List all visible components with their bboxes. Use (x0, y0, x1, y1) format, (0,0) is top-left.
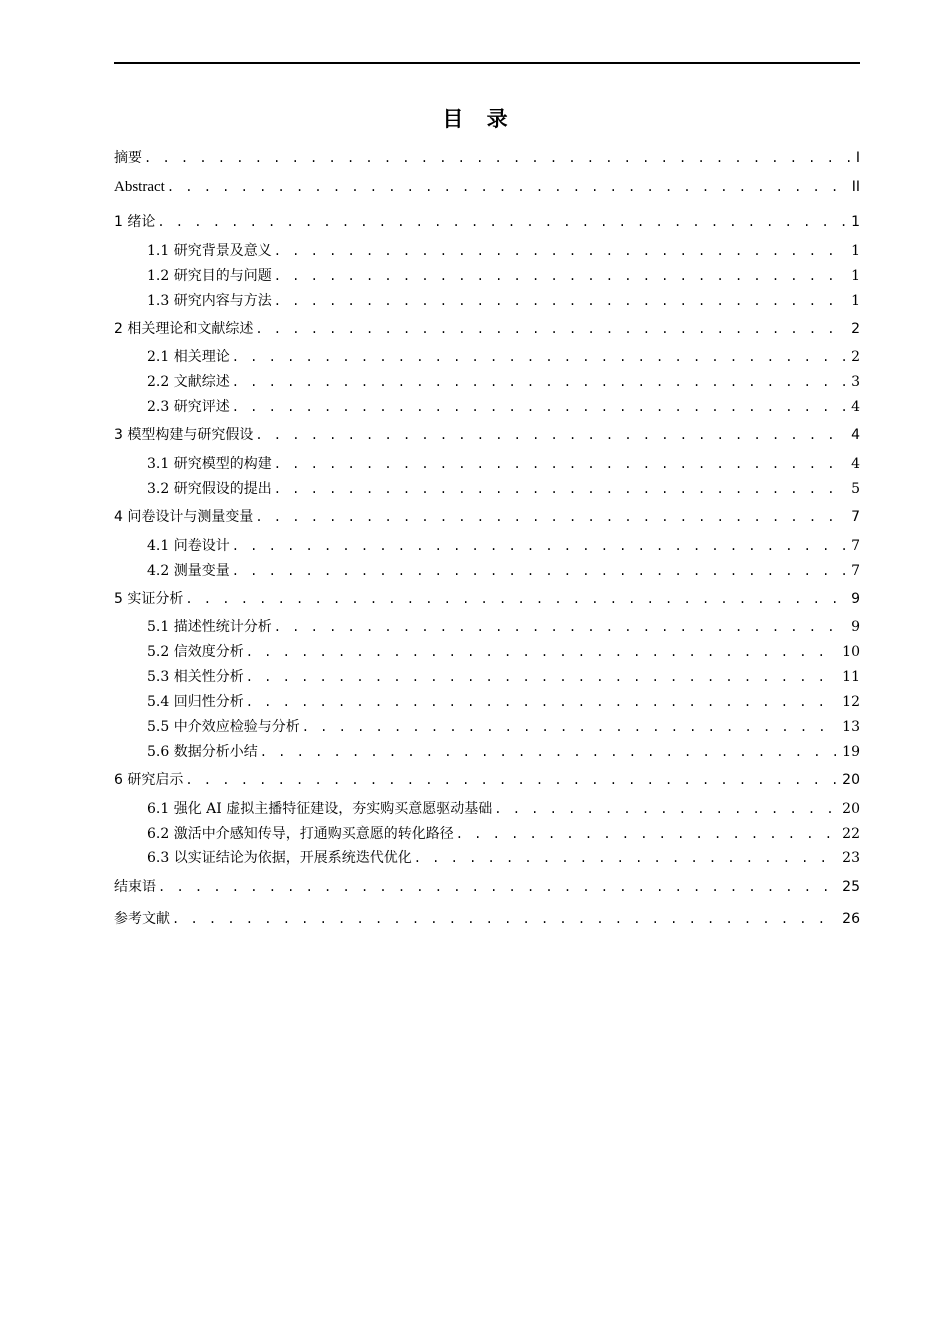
toc-entry-page: 9 (851, 591, 860, 607)
header-rule (114, 62, 860, 64)
toc-dot-leader (185, 592, 848, 606)
toc-dot-leader (260, 745, 839, 759)
toc-dot-leader (144, 151, 853, 165)
toc-dot-leader (246, 695, 839, 709)
toc-entry-label: 4 问卷设计与测量变量 (114, 509, 254, 525)
toc-entry-page: 23 (842, 850, 860, 866)
toc-entry-section-5-6[interactable] (147, 741, 860, 763)
toc-entry-label: 1.3 研究内容与方法 (147, 293, 272, 309)
toc-dot-leader (246, 645, 839, 659)
toc-entry-section-1-2[interactable] (147, 265, 860, 287)
toc-entry-label: 参考文献 (114, 911, 170, 927)
toc-entry-section-2-3[interactable] (147, 396, 860, 418)
toc-entry-page: 13 (842, 719, 860, 735)
toc-entry-page: 26 (842, 911, 860, 927)
toc-entry-label: 6 研究启示 (114, 772, 184, 788)
toc-entry-section-5-5[interactable] (147, 716, 860, 738)
toc-entry-chapter-4[interactable] (114, 506, 860, 528)
toc-entry-label: 4.2 测量变量 (147, 563, 230, 579)
toc-entry-label: 结束语 (114, 879, 156, 895)
toc-entry-chapter-6[interactable] (114, 769, 860, 791)
toc-dot-leader (274, 269, 848, 283)
toc-entry-section-5-2[interactable] (147, 641, 860, 663)
toc-dot-leader (232, 400, 848, 414)
toc-entry-section-4-2[interactable] (147, 560, 860, 582)
toc-dot-leader (274, 620, 848, 634)
toc-dot-leader (255, 510, 848, 524)
toc-dot-leader (172, 912, 839, 926)
toc-entry-label: 1.2 研究目的与问题 (147, 268, 272, 284)
toc-entry-page: 7 (851, 563, 860, 579)
toc-entry-label: 1 绪论 (114, 214, 156, 230)
toc-dot-leader (246, 670, 839, 684)
toc-entry-abstract-cn[interactable] (114, 147, 860, 169)
toc-entry-section-5-3[interactable] (147, 666, 860, 688)
toc-entry-label: 5.1 描述性统计分析 (147, 619, 272, 635)
toc-entry-page: 22 (842, 826, 860, 842)
toc-entry-page: 1 (851, 268, 860, 284)
toc-entry-chapter-1[interactable] (114, 211, 860, 233)
toc-dot-leader (494, 802, 839, 816)
toc-entry-page: 5 (851, 481, 860, 497)
toc-entry-section-6-1[interactable] (147, 798, 860, 820)
toc-entry-references[interactable] (114, 908, 860, 930)
toc-dot-leader (167, 180, 849, 194)
toc-entry-section-2-2[interactable] (147, 371, 860, 393)
toc-entry-abstract-en[interactable] (114, 179, 860, 201)
toc-dot-leader (157, 215, 848, 229)
toc-entry-page: 19 (842, 744, 860, 760)
toc-entry-page: 25 (842, 879, 860, 895)
toc-entry-label: 6.3 以实证结论为依据，开展系统迭代优化 (147, 850, 412, 866)
toc-dot-leader (274, 482, 848, 496)
toc-entry-label: 3.2 研究假设的提出 (147, 481, 272, 497)
toc-dot-leader (255, 428, 848, 442)
toc-dot-leader (274, 294, 848, 308)
toc-entry-page: 1 (851, 243, 860, 259)
toc-entry-page: I (855, 150, 860, 166)
toc-entry-label: 摘要 (114, 150, 142, 166)
toc-entry-section-5-4[interactable] (147, 691, 860, 713)
toc-entry-page: 9 (851, 619, 860, 635)
toc-entry-label: 6.2 激活中介感知传导，打通购买意愿的转化路径 (147, 826, 454, 842)
toc-dot-leader (302, 720, 839, 734)
toc-entry-section-6-2[interactable] (147, 823, 860, 845)
toc-dot-leader (255, 322, 848, 336)
toc-entry-label: 2.3 研究评述 (147, 399, 230, 415)
toc-entry-label: 5.6 数据分析小结 (147, 744, 258, 760)
toc-entry-section-3-1[interactable] (147, 453, 860, 475)
toc-entry-chapter-2[interactable] (114, 318, 860, 340)
toc-entry-page: 10 (842, 644, 860, 660)
toc-entry-section-2-1[interactable] (147, 346, 860, 368)
toc-entry-section-1-1[interactable] (147, 240, 860, 262)
toc-entry-section-6-3[interactable] (147, 847, 860, 869)
toc-entry-label: 5.5 中介效应检验与分析 (147, 719, 300, 735)
toc-entry-page: 3 (851, 374, 860, 390)
toc-entry-section-1-3[interactable] (147, 290, 860, 312)
toc-dot-leader (232, 350, 848, 364)
toc-dot-leader (414, 851, 839, 865)
toc-entry-page: 4 (851, 456, 860, 472)
toc-entry-section-4-1[interactable] (147, 535, 860, 557)
toc-entry-page: 20 (842, 772, 860, 788)
page-title: 目 录 (442, 107, 516, 131)
toc-entry-label: 5.3 相关性分析 (147, 669, 244, 685)
toc-dot-leader (185, 773, 839, 787)
toc-entry-section-5-1[interactable] (147, 616, 860, 638)
toc-entry-label: 2.1 相关理论 (147, 349, 230, 365)
toc-dot-leader (456, 827, 839, 841)
toc-dot-leader (274, 457, 848, 471)
toc-entry-label: 2 相关理论和文献综述 (114, 321, 254, 337)
toc-dot-leader (232, 564, 848, 578)
toc-entry-label: 2.2 文献综述 (147, 374, 230, 390)
toc-entry-label: 5 实证分析 (114, 591, 184, 607)
toc-entry-chapter-5[interactable] (114, 588, 860, 610)
toc-entry-page: 20 (842, 801, 860, 817)
toc-entry-label: 1.1 研究背景及意义 (147, 243, 272, 259)
toc-entry-page: 4 (851, 399, 860, 415)
toc-dot-leader (274, 244, 848, 258)
toc-entry-page: 2 (851, 321, 860, 337)
toc-entry-label: Abstract (114, 179, 165, 195)
toc-entry-label: 3.1 研究模型的构建 (147, 456, 272, 472)
toc-entry-page: 4 (851, 427, 860, 443)
toc-dot-leader (232, 375, 848, 389)
toc-entry-page: 7 (851, 538, 860, 554)
toc-entry-label: 5.2 信效度分析 (147, 644, 244, 660)
toc-entry-page: 11 (842, 669, 860, 685)
toc-dot-leader (232, 539, 848, 553)
toc-dot-leader (158, 880, 839, 894)
toc-entry-chapter-3[interactable] (114, 424, 860, 446)
toc-entry-page: II (851, 179, 860, 195)
toc-entry-conclusion[interactable] (114, 876, 860, 898)
toc-entry-label: 6.1 强化 AI 虚拟主播特征建设，夯实购买意愿驱动基础 (147, 801, 493, 817)
toc-entry-page: 1 (851, 293, 860, 309)
toc-entry-section-3-2[interactable] (147, 478, 860, 500)
toc-entry-page: 7 (851, 509, 860, 525)
toc-entry-page: 12 (842, 694, 860, 710)
toc-entry-label: 3 模型构建与研究假设 (114, 427, 254, 443)
toc-entry-page: 1 (851, 214, 860, 230)
toc-entry-page: 2 (851, 349, 860, 365)
toc-entry-label: 5.4 回归性分析 (147, 694, 244, 710)
toc-entry-label: 4.1 问卷设计 (147, 538, 230, 554)
